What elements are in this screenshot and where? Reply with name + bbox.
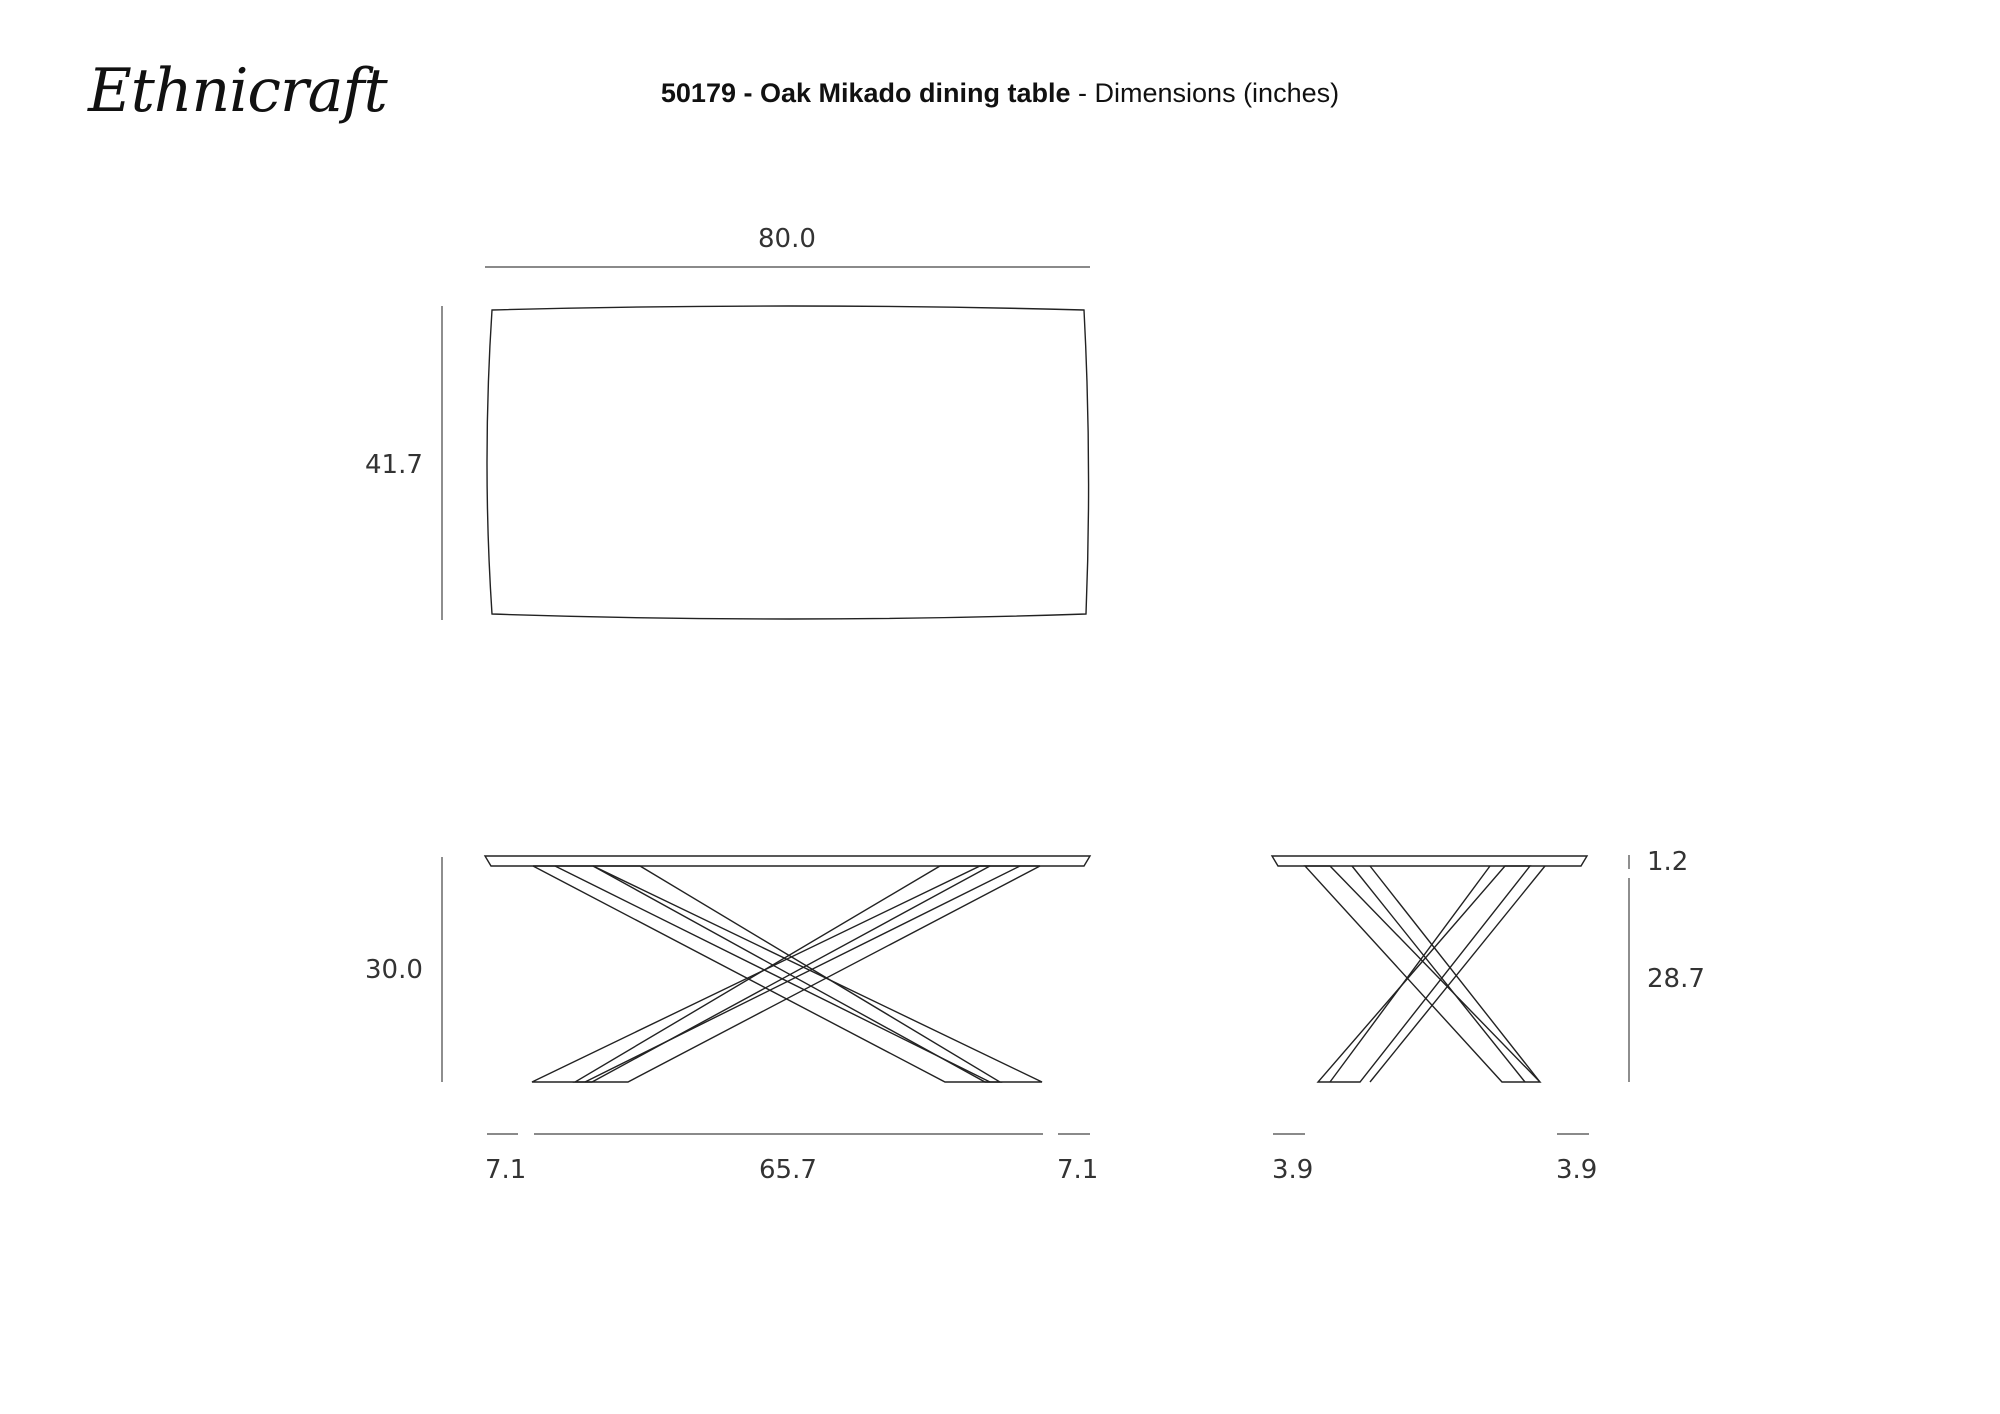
ethnicraft-logo: Ethnicraft [88, 56, 387, 126]
side-left-offset-label: 3.9 [1272, 1155, 1314, 1185]
top-depth-label: 41.7 [365, 450, 423, 480]
tabletop-outline [487, 306, 1089, 619]
front-tabletop [485, 856, 1090, 866]
dimensions-subtitle: Dimensions (inches) [1094, 78, 1340, 108]
side-right-offset-label: 3.9 [1556, 1155, 1598, 1185]
side-tabletop [1272, 856, 1587, 866]
side-view [1272, 855, 1629, 1134]
front-height-label: 30.0 [365, 955, 423, 985]
front-left-offset-label: 7.1 [485, 1155, 527, 1185]
front-leg-c [532, 866, 1040, 1082]
side-top-thickness-label: 1.2 [1647, 847, 1689, 877]
side-leg-height-label: 28.7 [1647, 964, 1705, 994]
front-right-offset-label: 7.1 [1057, 1155, 1099, 1185]
product-code-name: 50179 - Oak Mikado dining table [660, 78, 1071, 108]
title-separator: - [1070, 78, 1095, 108]
side-leg-a-edge [1352, 866, 1525, 1082]
front-leg-d [575, 866, 990, 1082]
top-width-label: 80.0 [758, 224, 816, 254]
front-leg-b [593, 866, 1000, 1082]
front-leg-a [533, 866, 1042, 1082]
side-leg-c-edge [1330, 866, 1490, 1082]
front-view [442, 856, 1090, 1134]
top-view [442, 267, 1090, 620]
front-leg-span-label: 65.7 [759, 1155, 817, 1185]
